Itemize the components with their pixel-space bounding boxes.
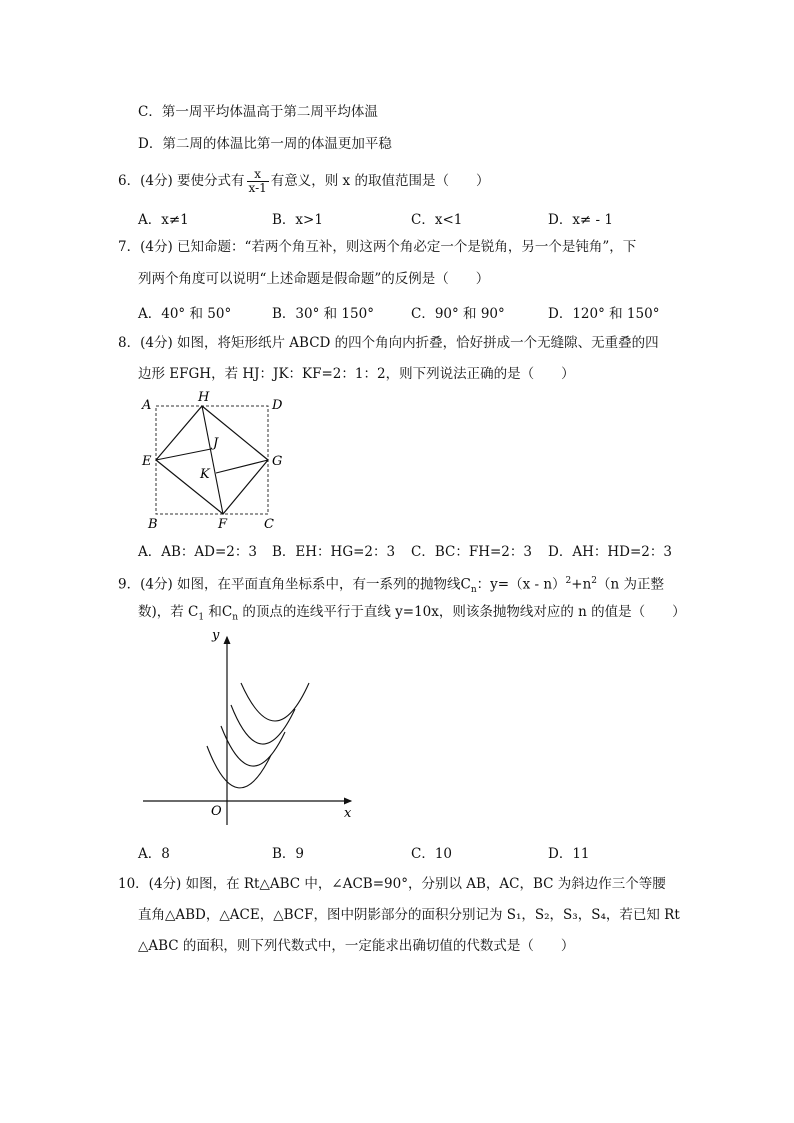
q9-line1-c: +n (571, 576, 592, 593)
q9-stem-line2 (138, 603, 686, 627)
q8-figure-rectangle-fold (130, 385, 300, 535)
q10-stem-line1: 10．(4分) 如图，在 Rt△ABC 中，∠ACB=90°，分别以 AB，AC，BC 为斜边作三个等腰 (118, 876, 666, 892)
q8-option-a: A．AB：AD=2：3 (138, 544, 257, 560)
x-axis-label: x (344, 806, 352, 821)
q9-line2-c: 的顶点的连线平行于直线 y=10x，则该条抛物线对应的 n 的值是（ ） (238, 604, 686, 620)
q7-option-b: B．30° 和 150° (272, 306, 374, 322)
parabola-c3 (231, 705, 295, 744)
q9-figure-parabolas (135, 625, 365, 825)
q6-stem (118, 168, 489, 195)
q9-line2-a: 数)，若 C (138, 604, 199, 620)
q8-option-b: B．EH：HG=2：3 (272, 544, 396, 560)
q7-option-c: C．90° 和 90° (411, 306, 505, 322)
label-k: K (200, 467, 210, 482)
q8-stem-line2: 边形 EFGH，若 HJ：JK：KF=2：1：2，则下列说法正确的是（ ） (138, 366, 575, 382)
q9-sub-n2: n (232, 612, 239, 623)
parabola-c2 (221, 726, 285, 766)
q9-line1-b: ：y=（x - n） (476, 576, 566, 593)
label-a: A (142, 398, 152, 413)
segment-kg (216, 460, 268, 473)
q9-option-d: D．11 (548, 846, 590, 862)
q7-stem-line2: 列两个角度可以说明“上述命题是假命题”的反例是（ ） (138, 271, 490, 287)
q8-stem-line1: 8．(4分) 如图，将矩形纸片 ABCD 的四个角向内折叠，恰好拼成一个无缝隙、无重叠的四 (118, 335, 659, 351)
q7-option-d: D．120° 和 150° (548, 306, 660, 322)
q8-option-c: C．BC：FH=2：3 (411, 544, 532, 560)
q9-option-a: A．8 (138, 846, 170, 862)
q10-stem-line3: △ABC 的面积，则下列代数式中，一定能求出确切值的代数式是（ ） (138, 938, 575, 954)
q5-option-d: D．第二周的体温比第一周的体温更加平稳 (138, 136, 392, 152)
q10-stem-line2: 直角△ABD，△ACE，△BCF，图中阴影部分的面积分别记为 S₁，S₂，S₃，S₄，若已知 Rt (138, 907, 680, 923)
label-e: E (142, 454, 152, 469)
q9-sub-1: 1 (198, 612, 205, 623)
q7-stem-line1: 7．(4分) 已知命题：“若两个角互补，则这两个角必定一个是锐角，另一个是钝角”，下 (118, 239, 637, 255)
q6-option-b: B．x>1 (272, 212, 323, 228)
q9-line1-d: （n 为正整 (597, 576, 665, 593)
segment-hf (202, 406, 223, 514)
label-b: B (148, 517, 158, 532)
label-g: G (272, 454, 283, 469)
q6-option-d: D．x≠ - 1 (548, 212, 613, 228)
parabola-c1 (207, 746, 271, 788)
q6-option-c: C．x<1 (411, 212, 463, 228)
label-d: D (272, 398, 283, 413)
y-axis-label: y (212, 628, 220, 643)
label-c: C (264, 517, 274, 532)
parabola-c4 (241, 683, 309, 721)
q5-option-c: C．第一周平均体温高于第二周平均体温 (138, 104, 378, 120)
q9-line2-b: 和C (204, 604, 233, 620)
q9-line1-a: 9．(4分) 如图，在平面直角坐标系中，有一系列的抛物线C (118, 576, 471, 593)
q9-option-b: B．9 (272, 846, 305, 862)
origin-label: O (211, 804, 222, 819)
label-j: J (213, 436, 219, 451)
q6-tail: 有意义，则 x 的取值范围是（ ） (270, 173, 490, 189)
q6-option-a: A．x≠1 (138, 212, 189, 228)
q9-sup-2b: 2 (591, 576, 598, 586)
q9-stem-line1 (118, 572, 664, 599)
q6-fraction (247, 168, 269, 195)
q9-option-c: C．10 (411, 846, 453, 862)
label-h: H (198, 390, 210, 405)
label-f: F (218, 517, 228, 532)
q9-sup-2: 2 (565, 576, 572, 586)
q8-option-d: D．AH：HD=2：3 (548, 544, 672, 560)
q7-option-a: A．40° 和 50° (138, 306, 232, 322)
q6-lead: 6．(4分) 要使分式有 (118, 173, 245, 189)
q6-fraction-denominator: x-1 (248, 181, 267, 195)
q9-sub-n: n (470, 585, 477, 596)
q6-fraction-numerator: x (247, 168, 269, 182)
